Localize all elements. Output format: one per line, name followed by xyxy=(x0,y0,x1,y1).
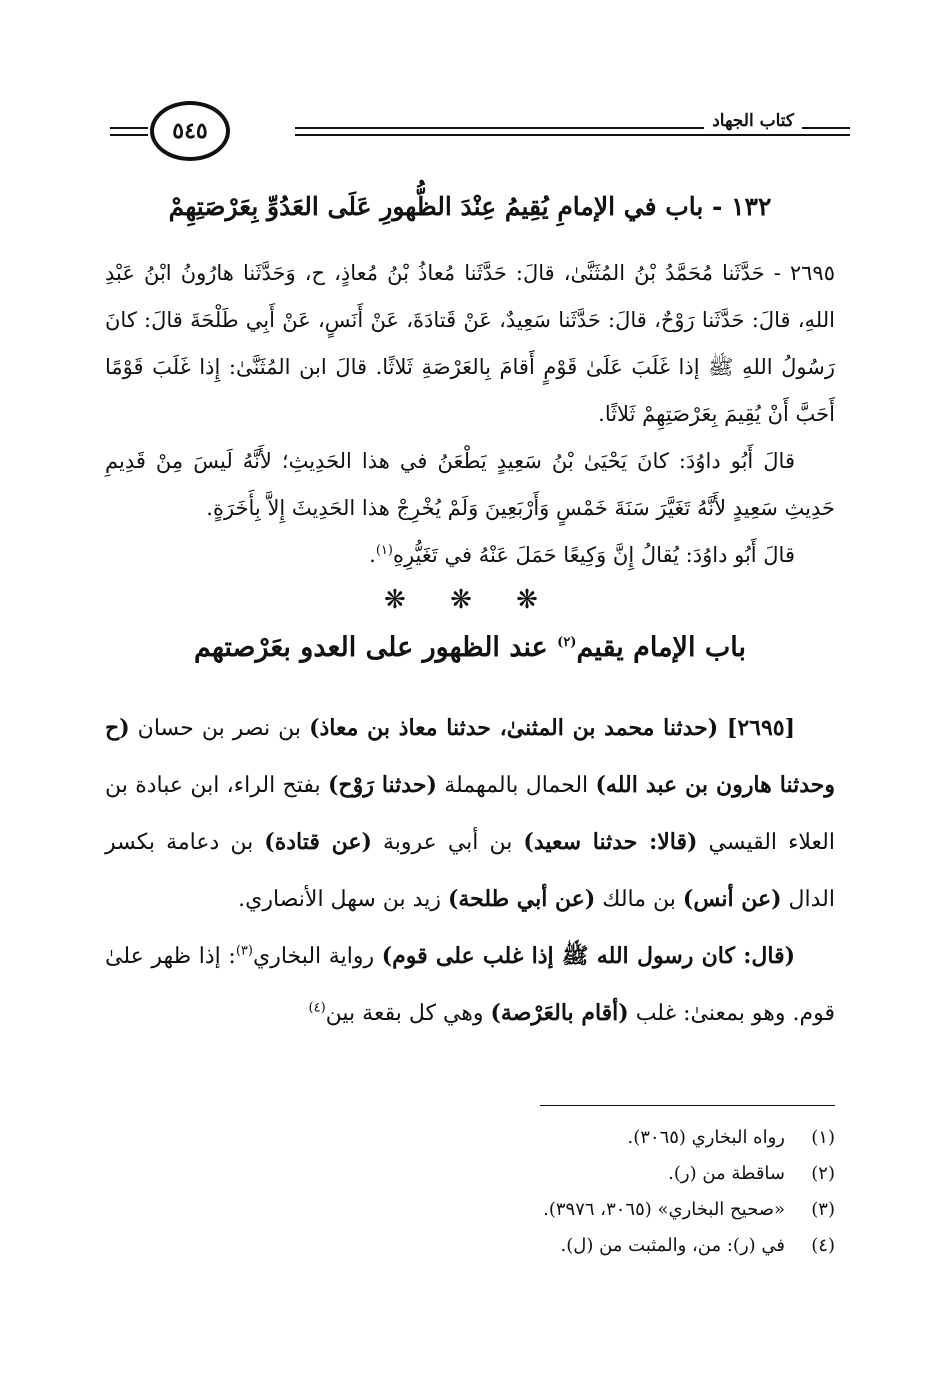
footnote-ref-2: (٢) xyxy=(557,635,577,650)
commentary-paragraph-1 xyxy=(105,700,835,928)
footnote-item xyxy=(105,1156,835,1192)
commentary-quote: (عن أنس) xyxy=(682,886,782,912)
section-separator: ❋ ❋ ❋ xyxy=(384,585,556,615)
hadith-paragraph-1: ٢٦٩٥ - حَدَّثَنا مُحَمَّدُ بْنُ المُثَنَّىٰ، قالَ: حَدَّثَنا مُعاذُ بْنُ مُعاذٍ، ح، وَحَدَّثَنا هارُونُ ابْنُ عَبْدِ اللهِ، قالَ: حَدَّثَنا رَوْحٌ، قالَ: حَدَّثَنا سَعِيدٌ، عَنْ قَتادَةَ، عَنْ أَنَسٍ، عَنْ أَبِي طَلْحَةَ قالَ: كانَ رَسُولُ اللهِ ﷺ إذا غَلَبَ عَلَىٰ قَوْمٍ أَقامَ بِالعَرْصَةِ ثَلاثًا. قالَ ابن المُثَنَّىٰ: إِذا غَلَبَ قَوْمًا أَحَبَّ أَنْ يُقِيمَ بِعَرْصَتِهِمْ ثَلاثًا. xyxy=(105,261,835,426)
hadith-paragraph-3-text: قالَ أَبُو داوُدَ: يُقالُ إِنَّ وَكِيعًا حَمَلَ عَنْهُ في تَغَيُّرِهِ xyxy=(392,543,795,567)
footnote-ref-4: (٤) xyxy=(308,1000,326,1016)
commentary-quote: (حدثنا رَوْح) xyxy=(327,772,437,798)
commentary-quote-2: (أقام بالعَرْصة) xyxy=(490,1000,629,1026)
footnote-number: (٤) xyxy=(811,1235,835,1256)
commentary-text: بن أبي عروبة xyxy=(371,830,524,855)
commentary-heading xyxy=(105,632,835,663)
footnote-text: في (ر): من، والمثبت من (ل). xyxy=(560,1235,785,1256)
commentary-quote-1: (قال: كان رسول الله ﷺ إذا غلب على قوم) xyxy=(381,943,796,969)
commentary-heading-b: عند الظهور على العدو بعَرْصتهم xyxy=(193,632,558,663)
footnote-number: (٢) xyxy=(811,1163,835,1184)
commentary-quote: (ح وحدثنا هارون بن عبد الله) xyxy=(105,715,835,798)
commentary-paragraph-2 xyxy=(105,928,835,1042)
commentary-text-1: رواية البخاري xyxy=(252,944,382,969)
commentary-heading-a: باب الإمام يقيم xyxy=(576,632,747,663)
footnote-item xyxy=(105,1120,835,1156)
commentary-quote: (عن أبي طلحة) xyxy=(447,886,596,912)
hadith-paragraph-2: قالَ أَبُو داوُدَ: كانَ يَحْيَىٰ بْنُ سَعِيدٍ يَطْعَنُ في هذا الحَدِيثِ؛ لأَنَّهُ لَيسَ مِنْ قَدِيمِ حَدِيثِ سَعِيدٍ لأَنَّهُ تَغَيَّرَ سَنَةَ خَمْسٍ وَأَرْبَعِينَ وَلَمْ يُخْرِجْ هذا الحَدِيثَ إِلاَّ بِأَخَرَةٍ. xyxy=(105,449,835,520)
book-title: كتاب الجهاد xyxy=(704,111,802,131)
hadith-paragraph-3 xyxy=(105,532,835,579)
commentary-text: بن دعامة بكسر الدال xyxy=(105,830,835,912)
commentary-text: بن مالك xyxy=(595,887,683,912)
commentary-text-2: : إذا ظهر علىٰ قوم. وهو بمعنىٰ: غلب xyxy=(105,944,835,1026)
hadith-paragraph-3-end: . xyxy=(369,543,376,567)
commentary-quote: (قالا: حدثنا سعيد) xyxy=(523,829,698,855)
page-number: ٥٤٥ xyxy=(172,118,208,144)
footnote-item xyxy=(105,1228,835,1264)
footnote-text: رواه البخاري (٣٠٦٥). xyxy=(627,1127,785,1148)
commentary-text: الحمال بالمهملة xyxy=(436,773,596,798)
footnote-ref-1: (١) xyxy=(375,543,393,558)
commentary-text-3: وهي كل بقعة بين xyxy=(325,1001,491,1026)
footnote-text: ساقطة من (ر). xyxy=(668,1163,785,1184)
footnote-divider xyxy=(540,1105,835,1106)
hadith-text xyxy=(105,250,835,579)
commentary-text: بن نصر بن حسان xyxy=(129,716,310,741)
commentary-text: بفتح الراء، ابن عبادة بن العلاء القيسي xyxy=(105,773,835,855)
commentary-text: زيد بن سهل الأنصاري. xyxy=(238,887,448,912)
footnote-item xyxy=(105,1192,835,1228)
page-number-badge xyxy=(150,101,230,161)
commentary-quote: (عن قتادة) xyxy=(264,829,372,855)
chapter-heading: ١٣٢ - باب في الإمامِ يُقِيمُ عِنْدَ الظُّهورِ عَلَى العَدُوِّ بِعَرْصَتِهِمْ xyxy=(168,192,772,221)
footnote-number: (٣) xyxy=(811,1199,835,1220)
header-rule-left xyxy=(110,127,148,136)
page-header xyxy=(110,93,850,173)
footnote-ref-3: (٣) xyxy=(235,943,253,959)
commentary-text xyxy=(105,700,835,1042)
footnote-text: «صحيح البخاري» (٣٠٦٥، ٣٩٧٦). xyxy=(543,1199,785,1220)
commentary-quote: [٢٦٩٥] (حدثنا محمد بن المثنىٰ، حدثنا معاذ بن معاذ) xyxy=(309,715,795,741)
footnotes xyxy=(105,1120,835,1264)
footnote-number: (١) xyxy=(811,1127,835,1148)
